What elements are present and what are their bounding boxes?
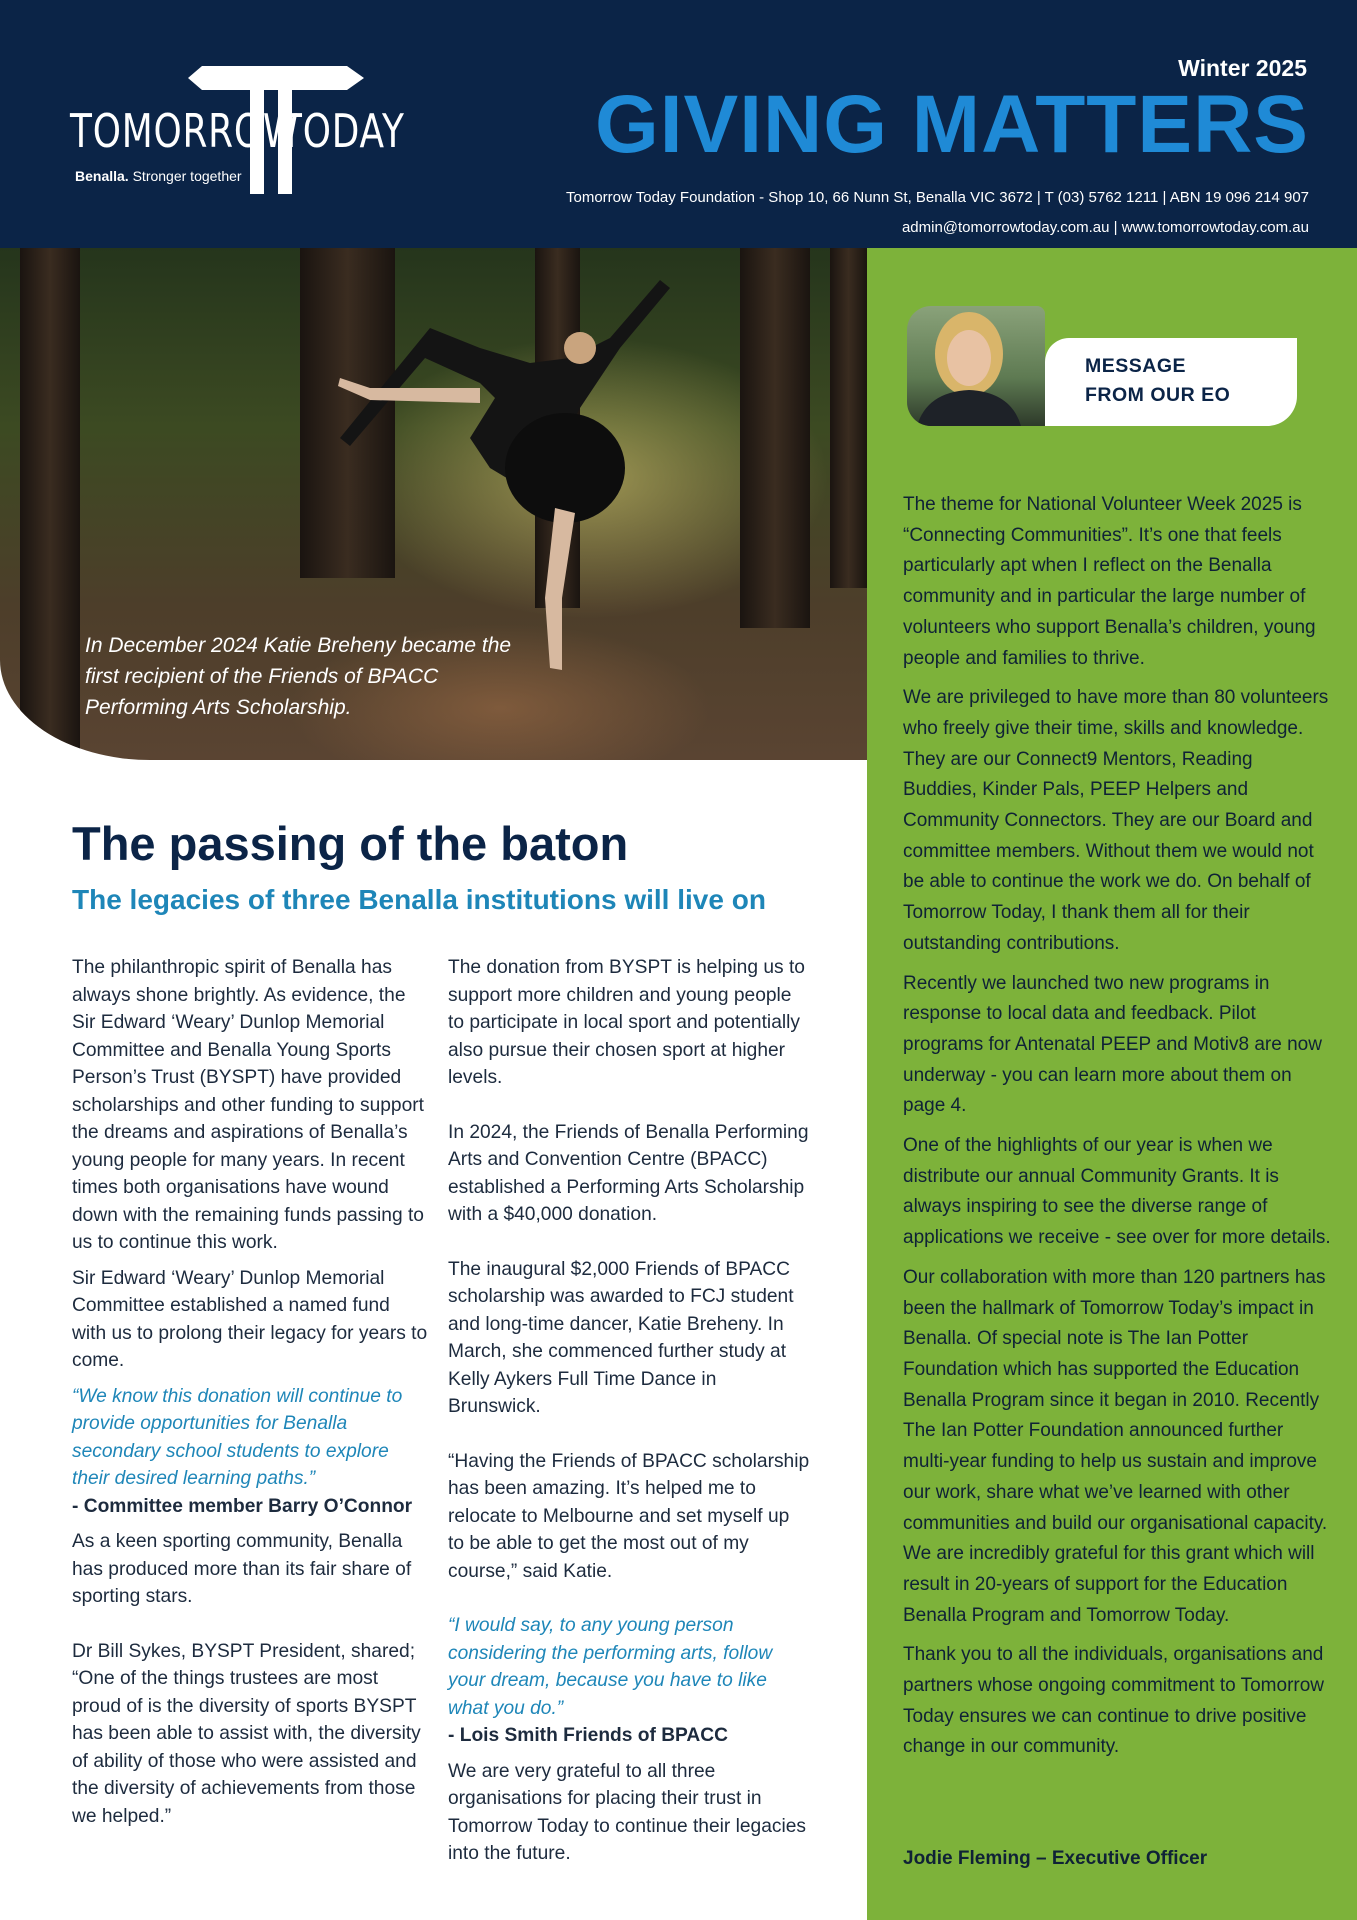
- eo-paragraph: Our collaboration with more than 120 partners has been the hallmark of Tomorrow Today’s impact in Benalla. Of special note is The Ian Potter Foundation which has supported the Education Benalla Program since it began in 2010. Recently The Ian Potter Foundation announced further multi-year funding to help us sustain and improve our work, share what we’ve learned with other communities and build our organisational capacity. We are incredibly grateful for this grant which will result in 20-years of support for the Education Benalla Program and Tomorrow Today.: [903, 1266, 1328, 1626]
- article-paragraph: “Having the Friends of BPACC scholarship has been amazing. It’s helped me to relocate to Melbourne and set myself up to be able to get the most out of my course,” said Katie.: [448, 1450, 810, 1582]
- eo-portrait-figure: [907, 306, 1045, 426]
- tagline-bold: Benalla.: [75, 168, 129, 184]
- eo-title: [1085, 352, 1230, 410]
- masthead-title: GIVING MATTERS: [594, 79, 1309, 170]
- quote-attribution: - Committee member Barry O’Connor: [72, 1495, 413, 1517]
- article-subheadline: The legacies of three Benalla institutions will live on: [72, 884, 766, 915]
- eo-message-body: [903, 490, 1331, 1772]
- eo-message-sidebar: [867, 248, 1357, 1920]
- eo-title-line: MESSAGE: [1085, 355, 1187, 377]
- eo-paragraph: One of the highlights of our year is when we distribute our annual Community Grants. It is always inspiring to see the diverse range of applications we receive - see over for more details.: [903, 1135, 1331, 1249]
- article-headline: The passing of the baton: [72, 817, 629, 870]
- article-paragraph: As a keen sporting community, Benalla has produced more than its fair share of sporting stars.: [72, 1531, 412, 1607]
- article-paragraph: The donation from BYSPT is helping us to support more children and young people to participate in local sport and potentially also pursue their chosen sport at higher levels.: [448, 957, 805, 1088]
- pull-quote: “I would say, to any young person considering the performing arts, follow your dream, because you have to like what you do.”: [448, 1615, 773, 1719]
- article-paragraph: We are very grateful to all three organisations for placing their trust in Tomorrow Today to continue their legacies into the future.: [448, 1760, 807, 1864]
- hero-photo-dancer: [0, 248, 867, 760]
- article-paragraph: In 2024, the Friends of Benalla Performing Arts and Convention Centre (BPACC) established a Performing Arts Scholarship with a $40,000 donation.: [448, 1121, 809, 1225]
- hero-caption: In December 2024 Katie Breheny became the first recipient of the Friends of BPACC Performing Arts Scholarship.: [85, 634, 512, 719]
- tree-trunk: [740, 248, 810, 628]
- newsletter-header: [0, 0, 1357, 248]
- eo-title-line: FROM OUR EO: [1085, 384, 1231, 406]
- eo-title-box: [1045, 338, 1297, 426]
- logo-tagline: [75, 168, 242, 184]
- article-paragraph: The inaugural $2,000 Friends of BPACC scholarship was awarded to FCJ student and long-time dancer, Katie Breheny. In March, she commenced further study at Kelly Aykers Full Time Dance in Brunswick.: [448, 1258, 794, 1417]
- tree-trunk: [20, 248, 80, 760]
- contact-web-email[interactable]: admin@tomorrowtoday.com.au | www.tomorrowtoday.com.au: [901, 219, 1309, 236]
- contact-address: Tomorrow Today Foundation - Shop 10, 66 Nunn St, Benalla VIC 3672 | T (03) 5762 1211 | ABN 19 096 214 907: [565, 189, 1309, 206]
- logo-word-today: TODAY: [280, 104, 405, 158]
- article-column-2: [448, 954, 810, 1876]
- logo-word-tomorrow: TOMORROW: [70, 104, 300, 158]
- eo-signoff: Jodie Fleming – Executive Officer: [903, 1848, 1208, 1869]
- eo-paragraph: The theme for National Volunteer Week 2025 is “Connecting Communities”. It’s one that feels particularly apt when I reflect on the Benalla community and in particular the large number of volunteers who support Benalla’s children, young people and families to thrive.: [903, 494, 1316, 669]
- article-paragraph: Sir Edward ‘Weary’ Dunlop Memorial Committee established a named fund with us to prolong their legacy for years to come.: [72, 1267, 428, 1371]
- eo-paragraph: Thank you to all the individuals, organisations and partners whose ongoing commitment to Tomorrow Today ensures we can continue to drive positive change in our community.: [903, 1644, 1325, 1758]
- eo-portrait-photo: [907, 306, 1045, 426]
- quote-attribution: - Lois Smith Friends of BPACC: [448, 1725, 728, 1746]
- article-column-1: [72, 954, 428, 1838]
- tree-trunk: [830, 248, 867, 588]
- eo-paragraph: We are privileged to have more than 80 volunteers who freely give their time, skills and knowledge. They are our Connect9 Mentors, Reading Buddies, Kinder Pals, PEEP Helpers and Community Connectors. They are our Board and committee members. Without them we would not be able to continue the work we do. On behalf of Tomorrow Today, I thank them all for their outstanding contributions.: [903, 687, 1329, 954]
- pull-quote: “We know this donation will continue to provide opportunities for Benalla secondary school students to explore their desired learning paths.”: [72, 1385, 403, 1489]
- issue-season: Winter 2025: [1178, 55, 1307, 81]
- article-paragraph: Dr Bill Sykes, BYSPT President, shared; “One of the things trustees are most proud of is the diversity of sports BYSPT has been able to assist with, the diversity of ability of those who were assisted and the diversity of achievements from those we helped.”: [72, 1640, 421, 1827]
- article-paragraph: The philanthropic spirit of Benalla has always shone brightly. As evidence, the Sir Edward ‘Weary’ Dunlop Memorial Committee and Benalla Young Sports Person’s Trust (BYSPT) have provided scholarships and other funding to support the dreams and aspirations of Benalla’s young people for many years. In recent times both organisations have wound down with the remaining funds passing to us to continue this work.: [72, 957, 424, 1253]
- tagline-rest: Stronger together: [128, 168, 242, 184]
- eo-paragraph: Recently we launched two new programs in response to local data and feedback. Pilot programs for Antenatal PEEP and Motiv8 are now underway - you can learn more about them on page 4.: [903, 972, 1322, 1117]
- tomorrow-today-logo[interactable]: [70, 60, 410, 210]
